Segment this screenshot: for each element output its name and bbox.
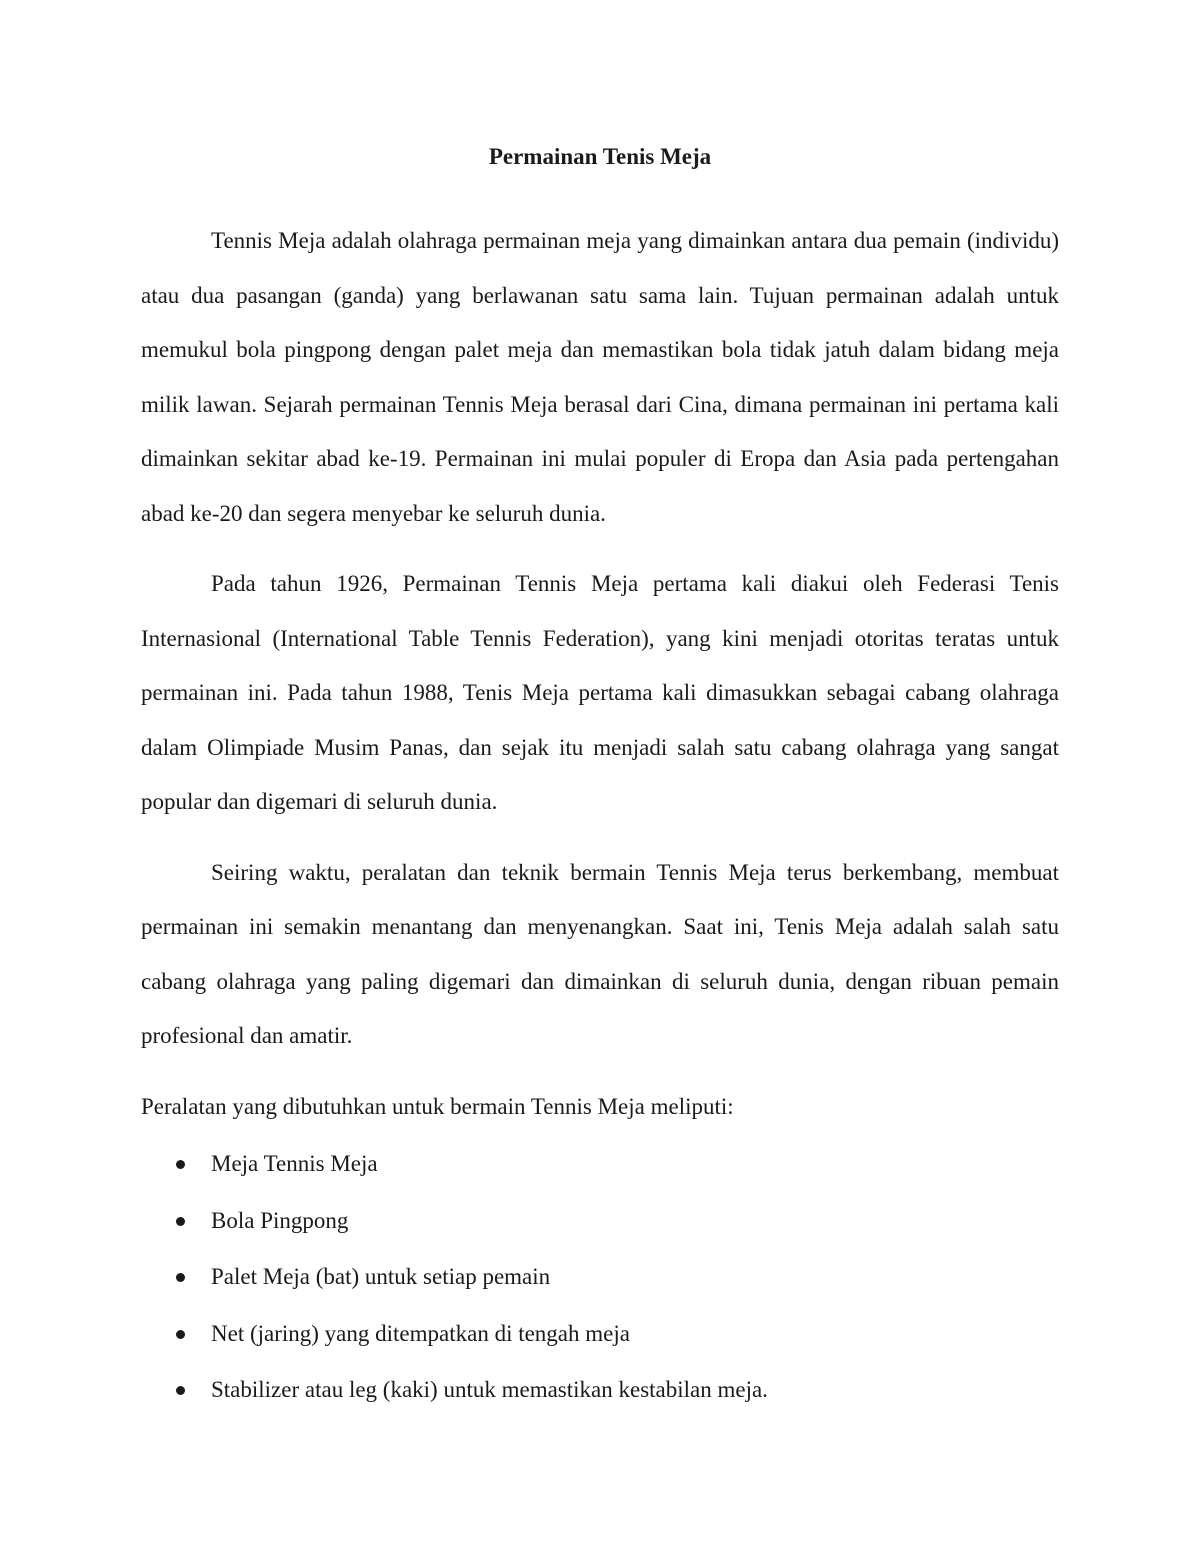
list-item — [141, 1249, 1059, 1306]
paragraph-1: Tennis Meja adalah olahraga permainan meja yang dimainkan antara dua pemain (individu) atau dua pasangan (ganda) yang berlawanan satu sama lain. Tujuan permainan adalah untuk memukul bola pingpong dengan palet meja dan memastikan bola tidak jatuh dalam bidang meja milik lawan. Sejarah permainan Tennis Meja berasal dari Cina, dimana permainan ini pertama kali dimainkan sekitar abad ke-19. Permainan ini mulai populer di Eropa dan Asia pada pertengahan abad ke-20 dan segera menyebar ke seluruh dunia. — [141, 228, 1059, 526]
list-item — [141, 1136, 1059, 1193]
list-item-text: Palet Meja (bat) untuk setiap pemain — [211, 1264, 551, 1289]
list-item-text: Stabilizer atau leg (kaki) untuk memastikan kestabilan meja. — [211, 1377, 768, 1402]
list-item-text: Bola Pingpong — [211, 1207, 349, 1233]
paragraph-3: Seiring waktu, peralatan dan teknik bermain Tennis Meja terus berkembang, membuat permainan ini semakin menantang dan menyenangkan. Saat ini, Tenis Meja adalah salah satu cabang olahraga yang paling digemari dan dimainkan di seluruh dunia, dengan ribuan pemain profesional dan amatir. — [141, 859, 1059, 1048]
list-item — [141, 1362, 1059, 1419]
equipment-list — [141, 1136, 1059, 1419]
equipment-intro: Peralatan yang dibutuhkan untuk bermain Tennis Meja meliputi: — [141, 1093, 734, 1119]
list-item — [141, 1193, 1059, 1250]
bullet-icon — [176, 1273, 185, 1282]
list-item — [141, 1306, 1059, 1363]
document-page — [141, 140, 1059, 1419]
list-item-text: Meja Tennis Meja — [211, 1151, 378, 1176]
list-item-text: Net (jaring) yang ditempatkan di tengah meja — [211, 1320, 630, 1346]
bullet-icon — [176, 1386, 185, 1395]
paragraph-2: Pada tahun 1926, Permainan Tennis Meja pertama kali diakui oleh Federasi Tenis Internasional (International Table Tennis Federation), yang kini menjadi otoritas teratas untuk permainan ini. Pada tahun 1988, Tenis Meja pertama kali dimasukkan sebagai cabang olahraga dalam Olimpiade Musim Panas, dan sejak itu menjadi salah satu cabang olahraga yang sangat popular dan digemari di seluruh dunia. — [141, 571, 1059, 814]
document-title: Permainan Tenis Meja — [488, 144, 712, 169]
bullet-icon — [176, 1330, 185, 1339]
bullet-icon — [176, 1160, 185, 1169]
bullet-icon — [176, 1217, 185, 1226]
